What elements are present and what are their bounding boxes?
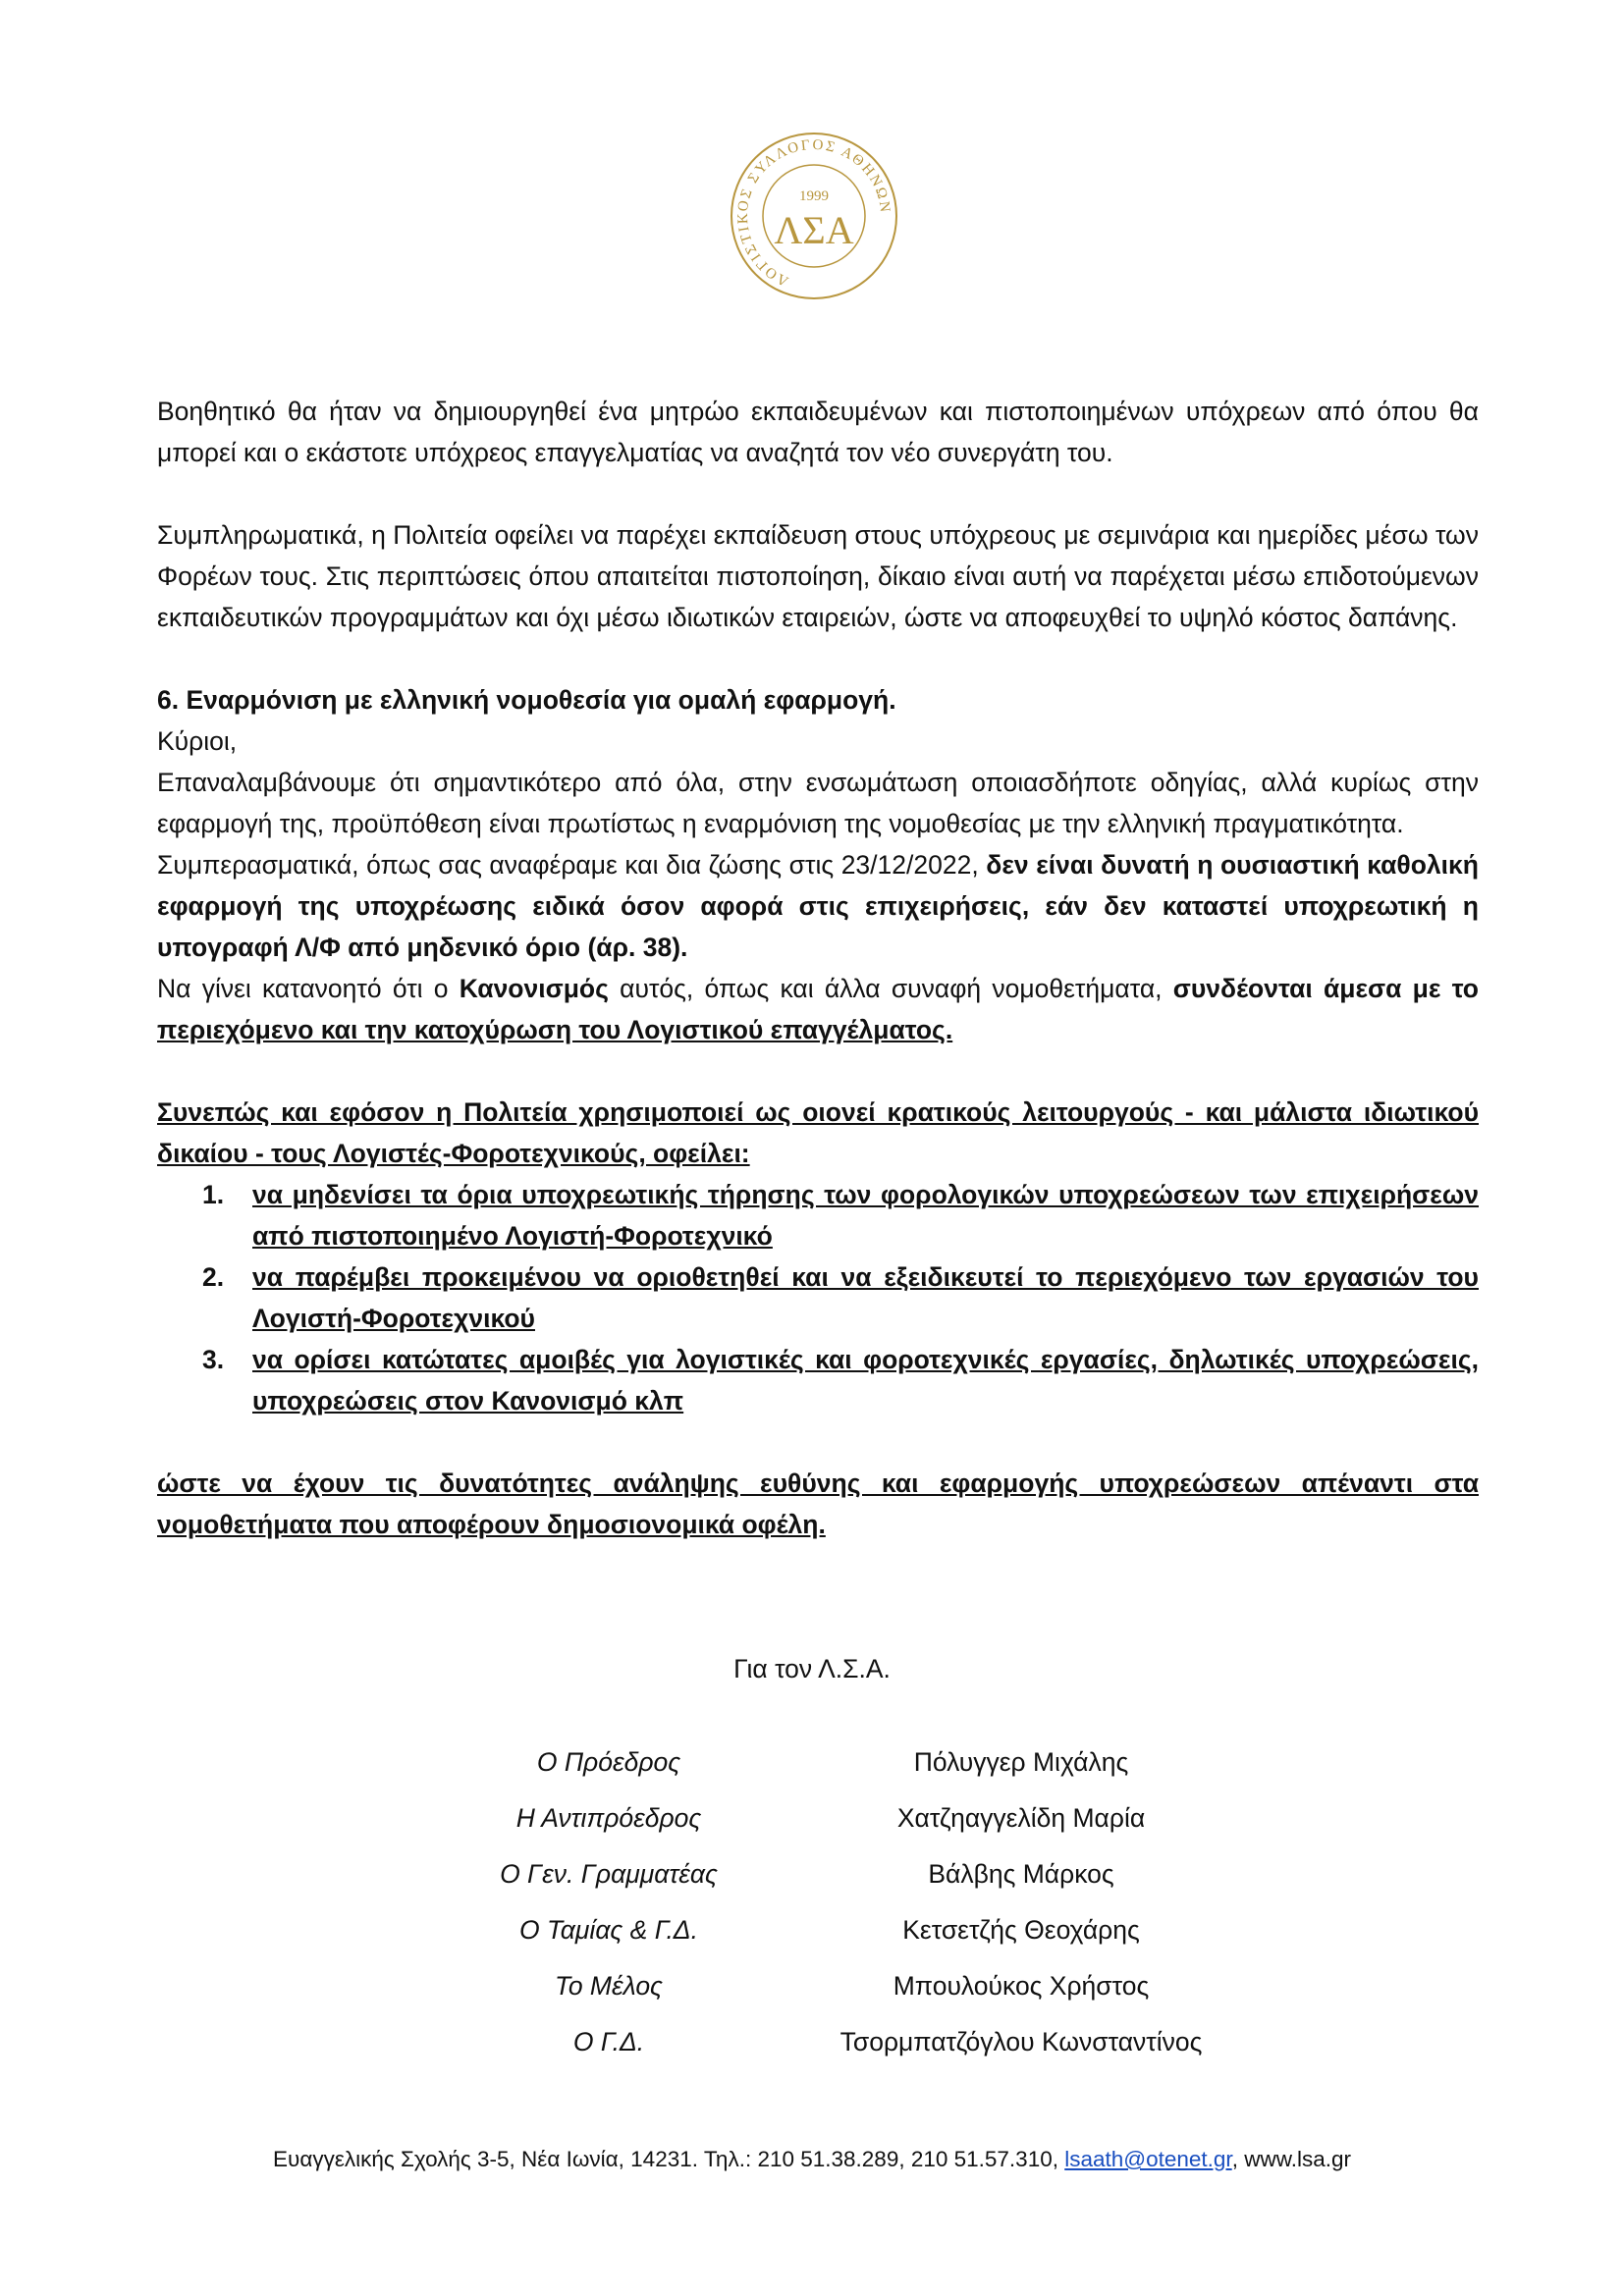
- signature-name: Κετσετζής Θεοχάρης: [902, 1915, 1140, 1945]
- paragraph-registry: Βοηθητικό θα ήταν να δημιουργηθεί ένα μητρώο εκπαιδευμένων και πιστοποιημένων υπόχρεων από όπου θα μπορεί και ο εκάστοτε υπόχρεος επαγγελματίας να αναζητά τον νέο συνεργάτη του.: [157, 397, 1479, 467]
- regulation-underlined-text: περιεχόμενο και την κατοχύρωση του Λογιστικού επαγγέλματος.: [157, 1015, 953, 1044]
- signature-role: Ο Γ.Δ.: [572, 2027, 645, 2056]
- regulation-text-c: αυτός, όπως και άλλα συναφή νομοθετήματα,: [608, 974, 1173, 1003]
- paragraph-obligations-intro: Συνεπώς και εφόσον η Πολιτεία χρησιμοποιεί ως οιονεί κρατικούς λειτουργούς - και μάλιστα ιδιωτικού δικαίου - τους Λογιστές-Φοροτεχνικούς, οφείλει:: [157, 1097, 1479, 1168]
- association-logo: [731, 110, 897, 316]
- list-item: [157, 1339, 1479, 1421]
- page-footer: [0, 2147, 1624, 2172]
- regulation-bold-text: συνδέονται άμεσα με το: [1172, 974, 1479, 1003]
- signature-role: Το Μέλος: [555, 1971, 663, 2001]
- list-item: [157, 1174, 1479, 1256]
- signature-role: Η Αντιπρόεδρος: [515, 1803, 702, 1833]
- list-item-number: 3.: [202, 1345, 225, 1374]
- list-item-text: να ορίσει κατώτατες αμοιβές για λογιστικές και φοροτεχνικές εργασίες, δηλωτικές υποχρεώσεις, υποχρεώσεις στον Κανονισμό κλπ: [252, 1345, 1479, 1415]
- regulation-text-a: Να γίνει κατανοητό ότι ο: [157, 974, 460, 1003]
- signature-name: Χατζηαγγελίδη Μαρία: [896, 1803, 1146, 1833]
- footer-address: Ευαγγελικής Σχολής 3-5, Νέα Ιωνία, 14231. Τηλ.: 210 51.38.289, 210 51.57.310,: [273, 2147, 1065, 2171]
- list-item: [157, 1256, 1479, 1339]
- conclusion-bold-text: δεν είναι δυνατή η ουσιαστική καθολική εφαρμογή της υποχρέωσης ειδικά όσον αφορά στις επιχειρήσεις, εάν δεν καταστεί υποχρεωτική η υπογραφή Λ/Φ από μηδενικό όριο (άρ. 38).: [157, 850, 1479, 962]
- letter-body: [157, 391, 1479, 1545]
- obligations-list: [157, 1174, 1479, 1421]
- logo-seal-icon: [731, 110, 897, 316]
- signature-name: Μπουλούκος Χρήστος: [893, 1971, 1150, 2001]
- paragraph-harmonization: Επαναλαμβάνουμε ότι σημαντικότερο από όλα, στην ενσωμάτωση οποιασδήποτε οδηγίας, αλλά κυρίως στην εφαρμογή της, προϋπόθεση είναι πρωτίστως η εναρμόνιση της νομοθεσίας με την ελληνική πραγματικότητα.: [157, 768, 1479, 838]
- signature-row: [422, 1902, 1247, 1958]
- signature-row: [422, 1846, 1247, 1902]
- paragraph-training: Συμπληρωματικά, η Πολιτεία οφείλει να παρέχει εκπαίδευση στους υπόχρεους με σεμινάρια και ημερίδες μέσω των Φορέων τους. Στις περιπτώσεις όπου απαιτείται πιστοποίηση, δίκαιο είναι αυτή να παρέχεται μέσω επιδοτούμενων εκπαιδευτικών προγραμμάτων και όχι μέσω ιδιωτικών εταιρειών, ώστε να αποφευχθεί το υψηλό κόστος δαπάνης.: [157, 520, 1479, 632]
- logo-year: 1999: [799, 188, 829, 204]
- paragraph-regulation: [157, 968, 1479, 1050]
- signature-role: Ο Πρόεδρος: [536, 1747, 681, 1777]
- logo-monogram: ΛΣΑ: [774, 208, 854, 252]
- footer-website: , www.lsa.gr: [1231, 2147, 1351, 2171]
- list-item-number: 2.: [202, 1262, 225, 1292]
- signature-row: [422, 1958, 1247, 2014]
- signature-name: Τσορμπατζόγλου Κωνσταντίνος: [839, 2027, 1203, 2056]
- signature-name: Βάλβης Μάρκος: [928, 1859, 1114, 1889]
- footer-email-link[interactable]: lsaath@otenet.gr: [1064, 2147, 1232, 2171]
- list-item-text: να παρέμβει προκειμένου να οριοθετηθεί και να εξειδικευτεί το περιεχόμενο των εργασιών του Λογιστή-Φοροτεχνικού: [252, 1262, 1479, 1333]
- signature-role: Ο Γεν. Γραμματέας: [500, 1859, 718, 1889]
- signature-block: [422, 1735, 1247, 2070]
- signature-heading: Για τον Λ.Σ.Α.: [733, 1654, 891, 1683]
- salutation: Κύριοι,: [157, 726, 238, 756]
- section-heading-6: 6. Εναρμόνιση με ελληνική νομοθεσία για ομαλή εφαρμογή.: [157, 685, 896, 715]
- signature-row: [422, 2014, 1247, 2070]
- list-item-number: 1.: [202, 1180, 225, 1209]
- signature-row: [422, 1790, 1247, 1846]
- signature-name: Πόλυγγερ Μιχάλης: [913, 1747, 1129, 1777]
- conclusion-text: Συμπερασματικά, όπως σας αναφέραμε και δια ζώσης στις 23/12/2022,: [157, 850, 987, 880]
- list-item-text: να μηδενίσει τα όρια υποχρεωτικής τήρησης των φορολογικών υποχρεώσεων των επιχειρήσεων από πιστοποιημένο Λογιστή-Φοροτεχνικό: [252, 1180, 1479, 1251]
- regulation-bold-word: Κανονισμός: [459, 974, 609, 1003]
- paragraph-closing: ώστε να έχουν τις δυνατότητες ανάληψης ευθύνης και εφαρμογής υποχρεώσεων απέναντι στα νομοθετήματα που αποφέρουν δημοσιονομικά οφέλη.: [157, 1468, 1479, 1539]
- logo-ring-text: ΛΟΓΙΣΤΙΚΟΣ ΣΥΛΛΟΓΟΣ ΑΘΗΝΩΝ: [734, 136, 893, 290]
- signature-role: Ο Ταμίας & Γ.Δ.: [519, 1915, 698, 1945]
- paragraph-conclusion: [157, 844, 1479, 968]
- signature-row: [422, 1735, 1247, 1790]
